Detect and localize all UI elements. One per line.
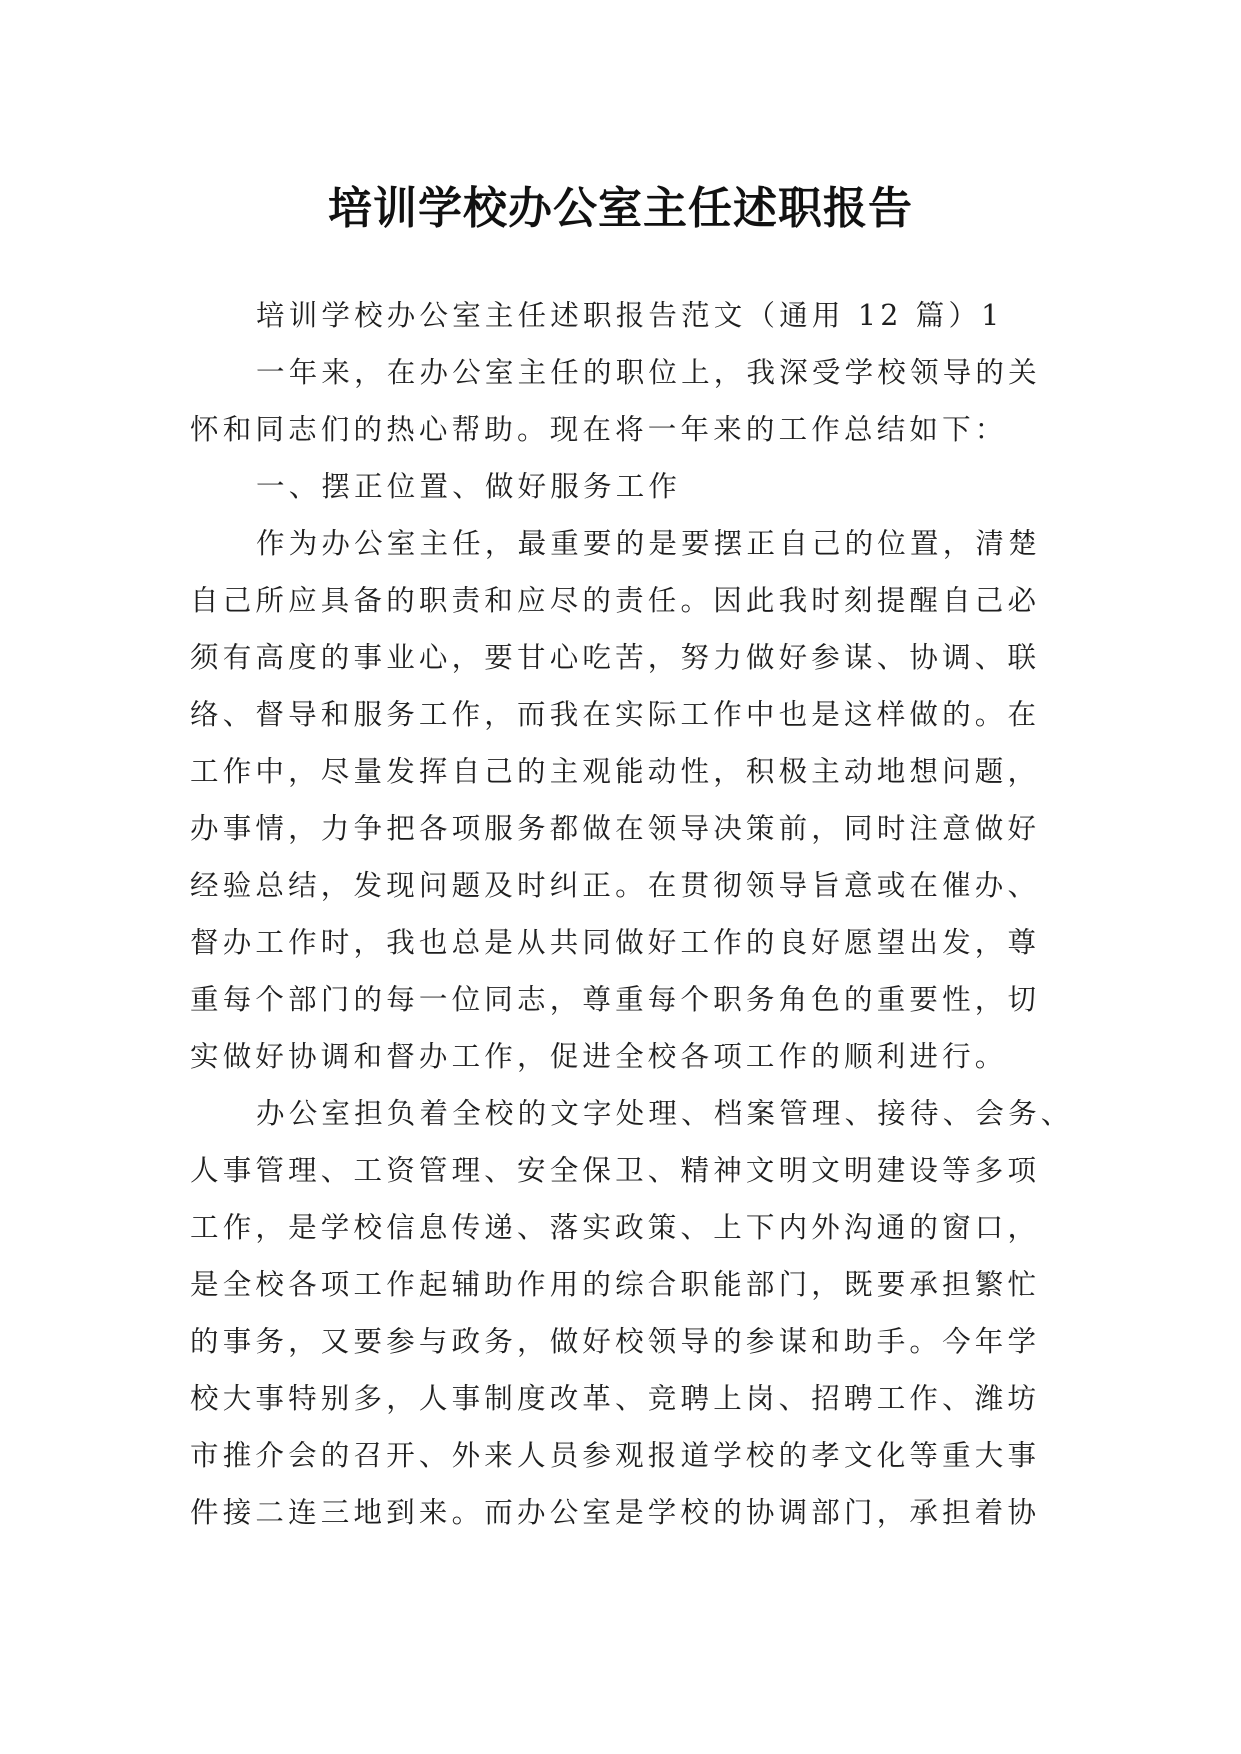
body-paragraph: [190, 1085, 1074, 1541]
text-line: 是全校各项工作起辅助作用的综合职能部门，既要承担繁忙: [190, 1268, 1041, 1301]
text-line: 督办工作时，我也总是从共同做好工作的良好愿望出发，尊: [190, 926, 1041, 959]
text-line: 的事务，又要参与政务，做好校领导的参谋和助手。今年学: [190, 1325, 1041, 1358]
text-line: 件接二连三地到来。而办公室是学校的协调部门，承担着协: [190, 1496, 1041, 1529]
document-body: [190, 287, 1074, 1541]
text-line: 重每个部门的每一位同志，尊重每个职务角色的重要性，切: [190, 983, 1041, 1016]
section-heading: [190, 458, 1050, 515]
text-line: 人事管理、工资管理、安全保卫、精神文明文明建设等多项: [190, 1154, 1041, 1187]
text-line: 工作中，尽量发挥自己的主观能动性，积极主动地想问题，: [190, 755, 1041, 788]
text-line: 实做好协调和督办工作，促进全校各项工作的顺利进行。: [190, 1040, 1008, 1073]
text-line: 作为办公室主任，最重要的是要摆正自己的位置，清楚: [256, 527, 1041, 560]
text-line: 怀和同志们的热心帮助。现在将一年来的工作总结如下：: [190, 413, 1008, 446]
text-line: 工作，是学校信息传递、落实政策、上下内外沟通的窗口，: [190, 1211, 1041, 1244]
text-line: 须有高度的事业心，要甘心吃苦，努力做好参谋、协调、联: [190, 641, 1041, 674]
text-line: 经验总结，发现问题及时纠正。在贯彻领导旨意或在催办、: [190, 869, 1041, 902]
text-line: 市推介会的召开、外来人员参观报道学校的孝文化等重大事: [190, 1439, 1041, 1472]
text-line: 办公室担负着全校的文字处理、档案管理、接待、会务、: [256, 1097, 1074, 1130]
text-line: 络、督导和服务工作，而我在实际工作中也是这样做的。在: [190, 698, 1041, 731]
document-title: 培训学校办公室主任述职报告: [328, 183, 913, 235]
text-line: 一、摆正位置、做好服务工作: [256, 470, 682, 503]
body-paragraph: [190, 515, 1050, 1085]
text-line: 一年来，在办公室主任的职位上，我深受学校领导的关: [256, 356, 1041, 389]
text-line: 自己所应具备的职责和应尽的责任。因此我时刻提醒自己必: [190, 584, 1041, 617]
intro-paragraph: [190, 344, 1050, 458]
subtitle-paragraph: [190, 287, 1050, 344]
text-line: 办事情，力争把各项服务都做在领导决策前，同时注意做好: [190, 812, 1041, 845]
text-line: 校大事特别多，人事制度改革、竞聘上岗、招聘工作、潍坊: [190, 1382, 1041, 1415]
text-line: 培训学校办公室主任述职报告范文（通用 12 篇）1: [256, 299, 1004, 332]
